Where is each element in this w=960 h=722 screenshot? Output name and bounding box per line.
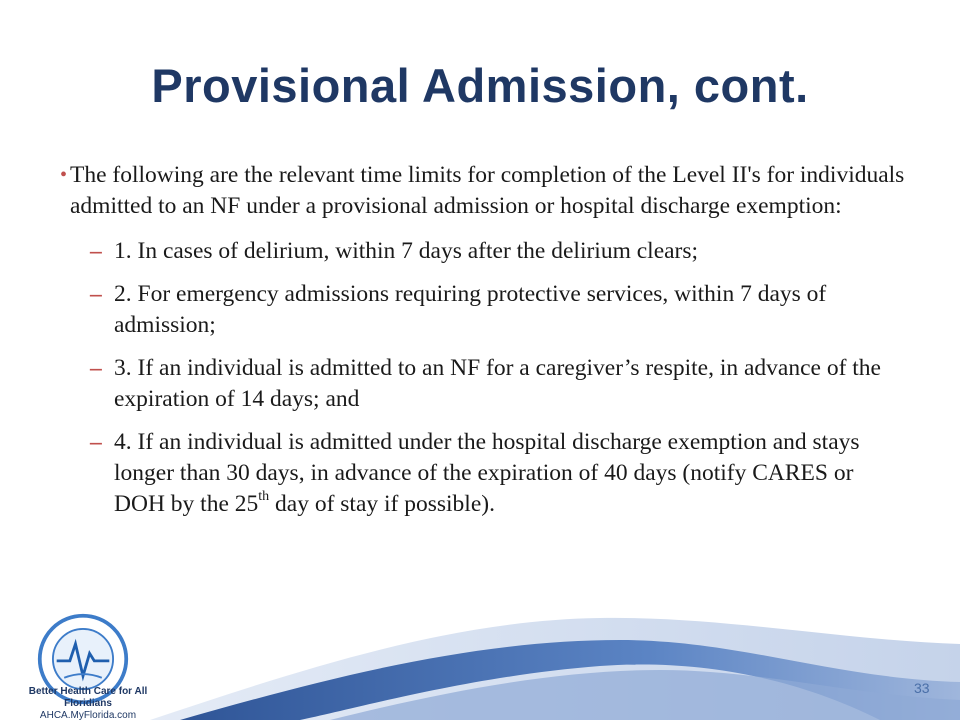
page-number: 33 (914, 680, 930, 696)
sub-item-4 (60, 427, 910, 520)
sub-item-text: 3. If an individual is admitted to an NF for a caregiver’s respite, in advance of the expiration of 14 days; and (114, 355, 881, 412)
dash-icon: – (90, 281, 102, 307)
bullet-item (60, 160, 910, 222)
dash-icon: – (90, 429, 102, 455)
slide-title: Provisional Admission, cont. (151, 59, 809, 112)
superscript: th (258, 489, 270, 505)
sub-item-text: 1. In cases of delirium, within 7 days after the delirium clears; (114, 238, 699, 264)
sub-item-text-main: 4. If an individual is admitted under the hospital discharge exemption and stays longer than 30 days, in advance of the expiration of 40 days (notify CARES or DOH by the 25 (114, 429, 860, 517)
sub-item-3 (60, 353, 910, 415)
website-link[interactable]: AHCA.MyFlorida.com (39, 710, 137, 721)
sub-item-text: 2. For emergency admissions requiring protective services, within 7 days of admission; (114, 281, 827, 338)
sub-item-text (114, 429, 860, 517)
bullet-dot-icon: • (60, 164, 68, 186)
slide-body (60, 160, 910, 532)
sub-item-2 (60, 279, 910, 341)
dash-icon: – (90, 355, 102, 381)
tagline-text: Better Health Care for All Floridians (28, 686, 148, 709)
dash-icon: – (90, 238, 102, 264)
sub-item-1 (60, 236, 910, 267)
sub-item-text-tail: day of stay if possible). (269, 491, 495, 517)
footer-tagline (8, 686, 168, 722)
intro-text: The following are the relevant time limits for completion of the Level II's for individuals admitted to an NF under a provisional admission or hospital discharge exemption: (70, 162, 905, 219)
